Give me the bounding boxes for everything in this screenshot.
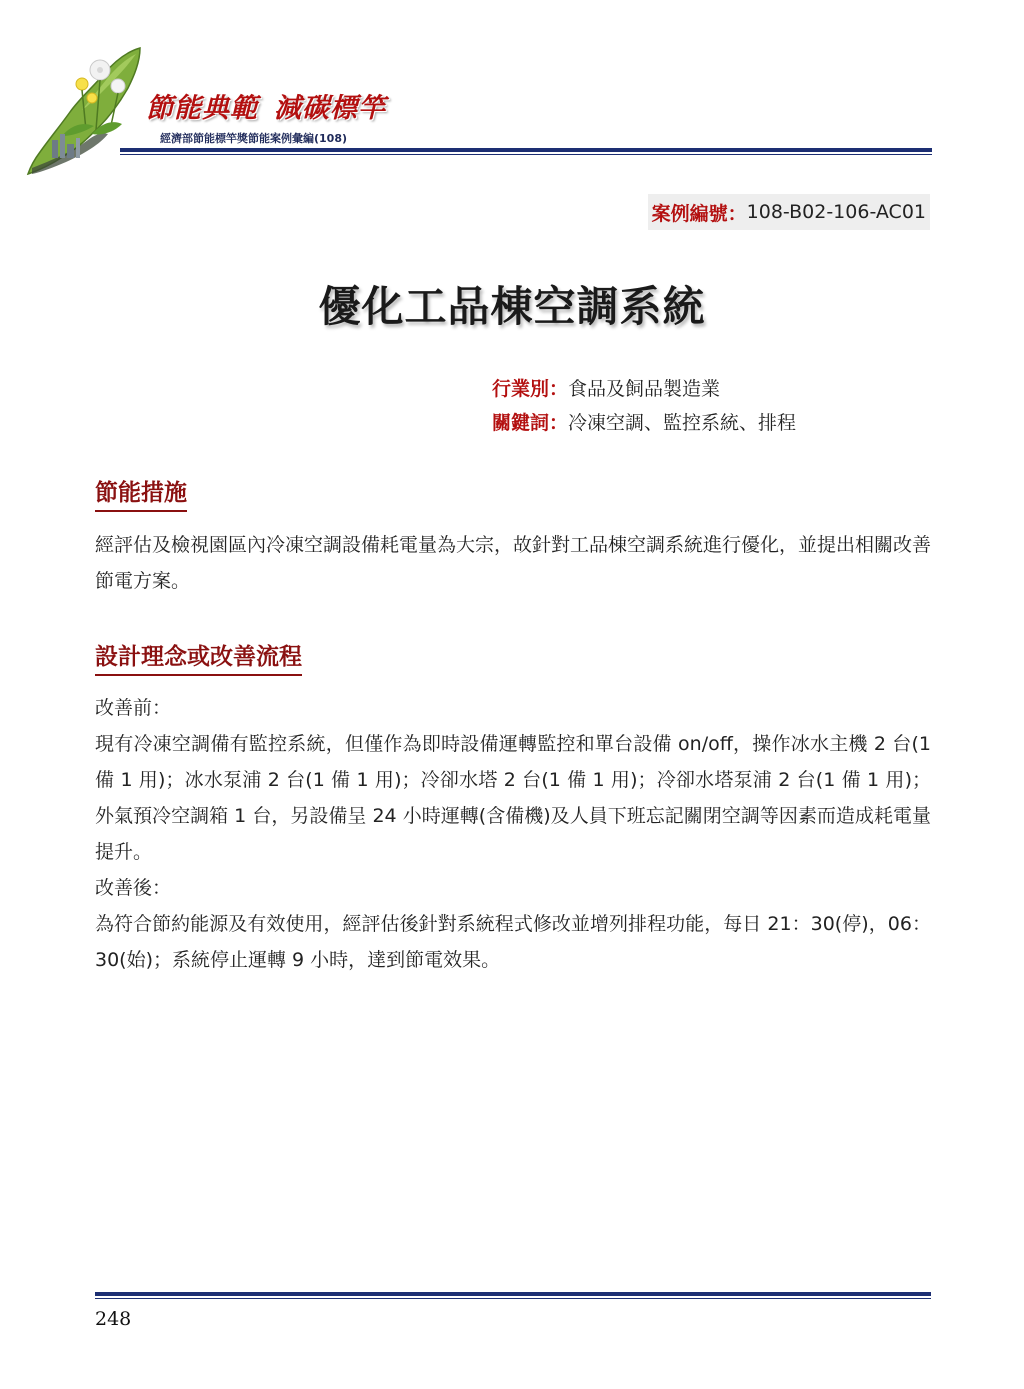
paragraph-before-body: 現有冷凍空調備有監控系統，但僅作為即時設備運轉監控和單台設備 on/off，操作冰水主機 2 台(1 備 1 用)；冰水泵浦 2 台(1 備 1 用)；冷卻水塔 2 台(1 備 1 用)；冷卻水塔泵浦 2 台(1 備 1 用)；外氣預冷空調箱 1 台，另設備呈 24 小時運轉(含備機)及人員下班忘記關閉空調等因素而造成耗電量提升。 — [95, 733, 931, 863]
industry-value: 食品及飼品製造業 — [568, 378, 721, 400]
case-number-label: 案例編號： — [651, 202, 747, 225]
page-header — [0, 0, 1024, 190]
keywords-value: 冷凍空調、監控系統、排程 — [568, 412, 797, 434]
section-heading-energy-measures: 節能措施 — [95, 474, 187, 512]
footer-rule — [95, 1292, 931, 1296]
document-meta — [492, 372, 796, 440]
paragraph-after-label: 改善後： — [95, 877, 172, 899]
section-body-design-process — [95, 690, 931, 978]
paragraph-after-body: 為符合節約能源及有效使用，經評估後針對系統程式修改並增列排程功能，每日 21：30(停)，06：30(始)；系統停止運轉 9 小時，達到節電效果。 — [95, 913, 931, 971]
paragraph-before-label: 改善前： — [95, 697, 172, 719]
keywords-label: 關鍵詞： — [492, 412, 569, 434]
footer-rule-thin — [95, 1298, 931, 1299]
header-title-part1: 節能典範 — [146, 93, 258, 124]
header-title — [146, 86, 386, 125]
keywords-row — [492, 406, 796, 440]
case-number-value: 108-B02-106-AC01 — [746, 201, 926, 223]
paragraph: 經評估及檢視園區內冷凍空調設備耗電量為大宗，故針對工品棟空調系統進行優化，並提出相關改善節電方案。 — [95, 534, 932, 592]
document-title: 優化工品棟空調系統 — [318, 282, 706, 331]
case-number-box — [648, 194, 930, 230]
industry-row — [492, 372, 796, 406]
page-number: 248 — [95, 1308, 132, 1330]
header-rule — [120, 148, 932, 152]
section-body-energy-measures — [95, 527, 931, 599]
industry-label: 行業別： — [492, 378, 569, 400]
taiwan-island-logo-icon — [22, 40, 162, 180]
section-heading-design-process: 設計理念或改善流程 — [95, 638, 302, 676]
header-title-part2: 減碳標竿 — [274, 93, 386, 124]
header-subtitle: 經濟部節能標竿獎節能案例彙編(108) — [160, 132, 348, 145]
header-rule-thin — [120, 154, 932, 155]
